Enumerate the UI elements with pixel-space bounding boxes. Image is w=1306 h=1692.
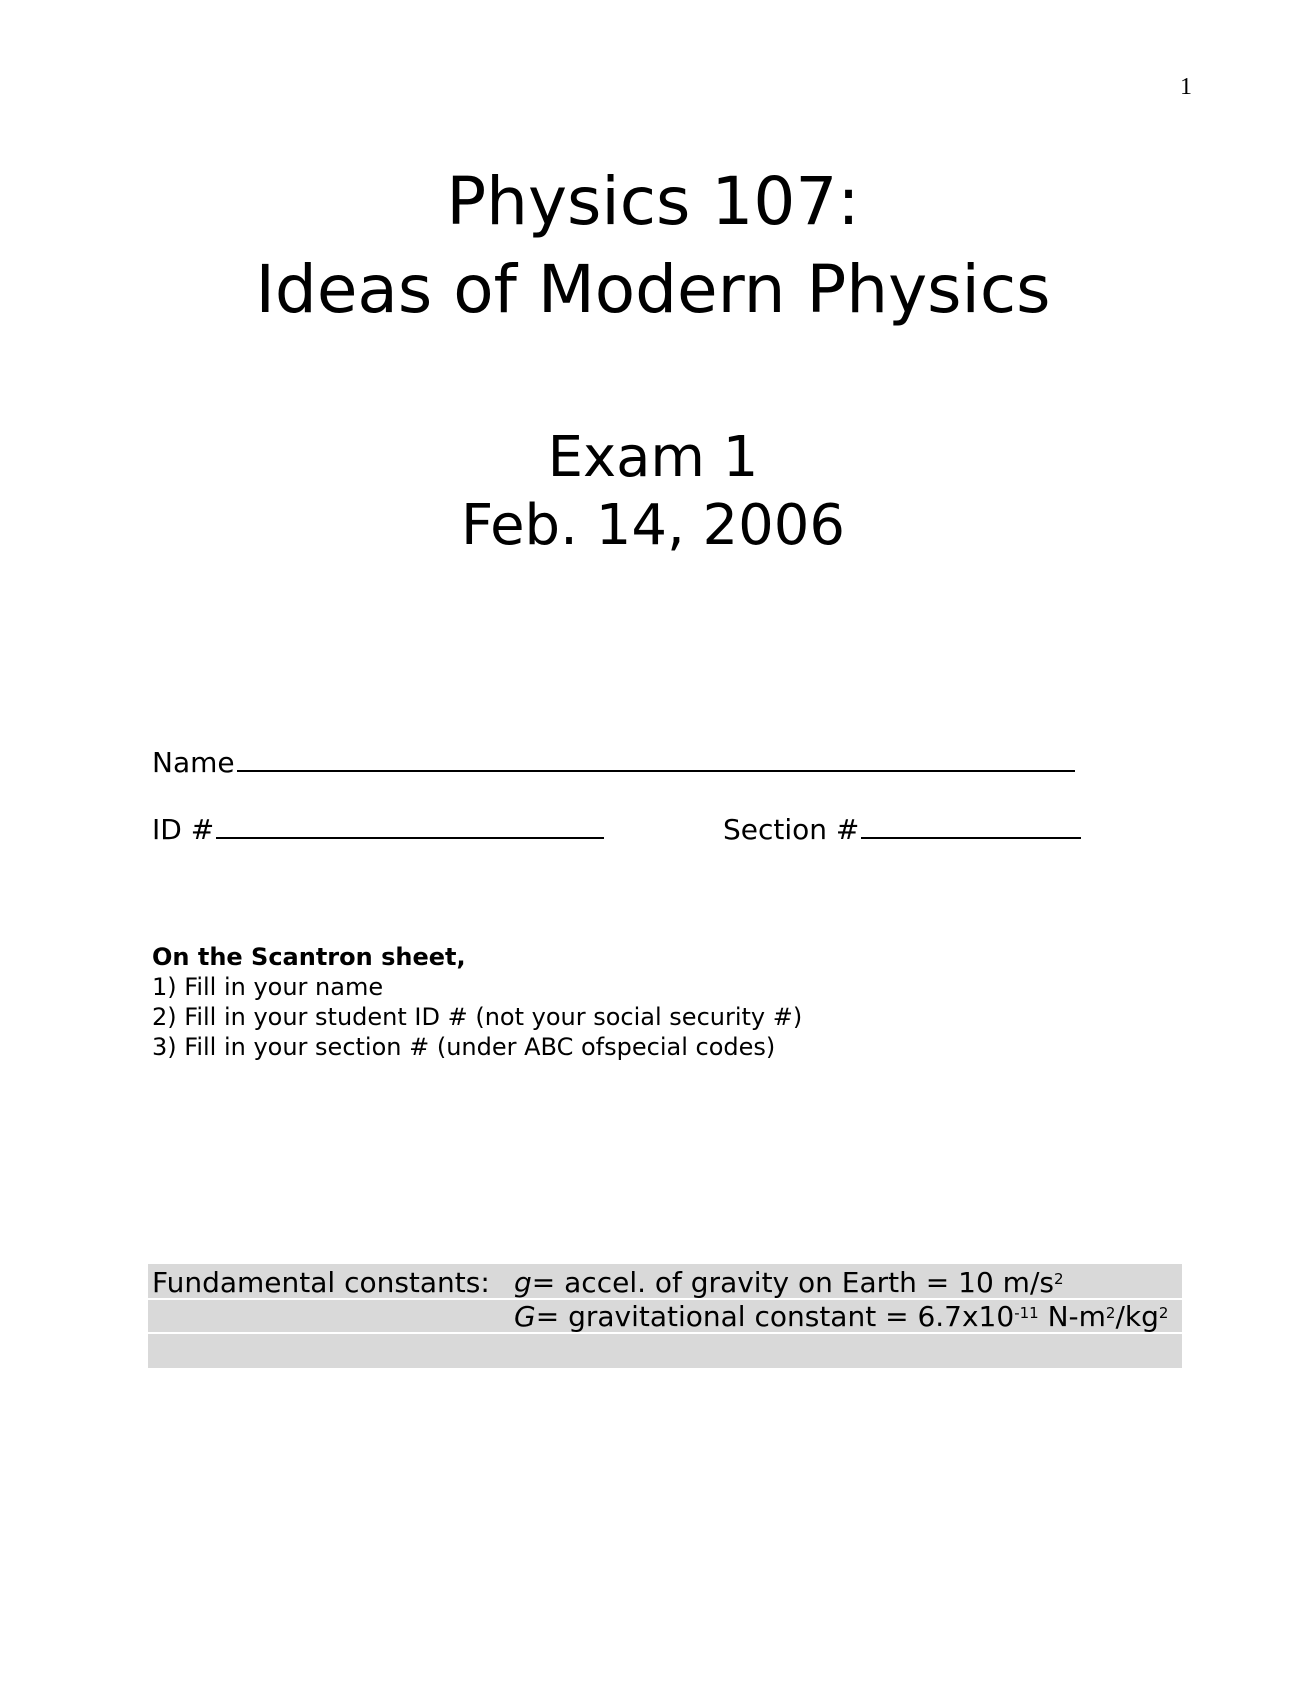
- instructions-heading: On the Scantron sheet,: [152, 943, 466, 971]
- course-title: [0, 158, 1306, 334]
- section-blank[interactable]: [861, 809, 1081, 839]
- g-text: = accel. of gravity on Earth = 10 m/s: [531, 1266, 1054, 1299]
- g-symbol: g: [514, 1266, 532, 1299]
- name-blank[interactable]: [237, 742, 1075, 772]
- section-field: [723, 809, 1081, 847]
- exam-date: Feb. 14, 2006: [460, 493, 846, 558]
- instruction-item: 1) Fill in your name: [152, 973, 384, 1001]
- G-unit-text: N-m: [1038, 1300, 1106, 1333]
- G-m-superscript: 2: [1105, 1304, 1116, 1322]
- gravity-acceleration-constant: [514, 1266, 1064, 1300]
- G-kg-text: /kg: [1115, 1300, 1159, 1333]
- id-field: [152, 809, 604, 847]
- exam-name: Exam 1: [547, 425, 759, 490]
- name-label: Name: [152, 746, 235, 779]
- exam-heading: [0, 424, 1306, 560]
- G-symbol: G: [514, 1300, 536, 1333]
- G-exponent: -11: [1014, 1304, 1039, 1322]
- constants-label: Fundamental constants:: [152, 1266, 490, 1299]
- instruction-item: 2) Fill in your student ID # (not your social security #): [152, 1003, 803, 1031]
- fundamental-constants-box: [148, 1264, 1182, 1368]
- instruction-item: 3) Fill in your section # (under ABC ofspecial codes): [152, 1033, 776, 1061]
- page-number: 1: [1180, 74, 1192, 100]
- course-title-line-1: Physics 107:: [446, 163, 860, 240]
- name-field: [152, 742, 1075, 780]
- G-text: = gravitational constant = 6.7x10: [535, 1300, 1015, 1333]
- gravitational-constant: [514, 1300, 1168, 1334]
- scantron-instructions: [152, 942, 802, 1062]
- section-label: Section #: [723, 813, 860, 846]
- id-label: ID #: [152, 813, 215, 846]
- G-kg-superscript: 2: [1158, 1304, 1169, 1322]
- course-title-line-2: Ideas of Modern Physics: [255, 251, 1051, 328]
- g-superscript: 2: [1053, 1270, 1064, 1288]
- id-blank[interactable]: [216, 809, 604, 839]
